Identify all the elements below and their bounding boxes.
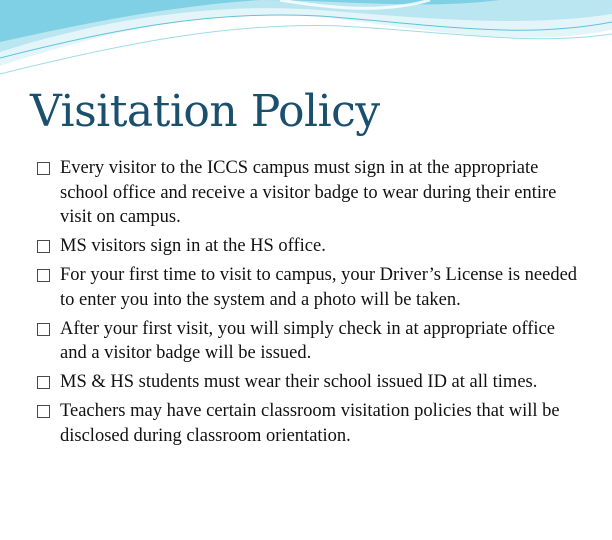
bullet-list	[36, 156, 584, 453]
bullet-item	[36, 234, 584, 259]
bullet-text: For your first time to visit to campus, your Driver’s License is needed to enter you into the system and a photo will be taken.	[60, 265, 578, 310]
slide-title: Visitation Policy	[30, 86, 380, 137]
bullet-item	[36, 399, 584, 448]
bullet-item	[36, 263, 584, 312]
bullet-text: After your first visit, you will simply check in at appropriate office and a visitor badge will be issued.	[60, 318, 555, 363]
hollow-square-icon	[37, 323, 50, 336]
bullet-text: MS visitors sign in at the HS office.	[60, 236, 326, 256]
hollow-square-icon	[37, 405, 50, 418]
hollow-square-icon	[37, 376, 50, 389]
hollow-square-icon	[37, 162, 50, 175]
decorative-wave-header	[0, 0, 612, 90]
bullet-text: MS & HS students must wear their school issued ID at all times.	[60, 372, 538, 392]
hollow-square-icon	[37, 269, 50, 282]
bullet-item	[36, 370, 584, 395]
bullet-text: Every visitor to the ICCS campus must sign in at the appropriate school office and receive a visitor badge to wear during their entire visit on campus.	[60, 158, 557, 227]
bullet-item	[36, 317, 584, 366]
hollow-square-icon	[37, 240, 50, 253]
bullet-text: Teachers may have certain classroom visitation policies that will be disclosed during classroom orientation.	[60, 401, 560, 446]
bullet-item	[36, 156, 584, 230]
